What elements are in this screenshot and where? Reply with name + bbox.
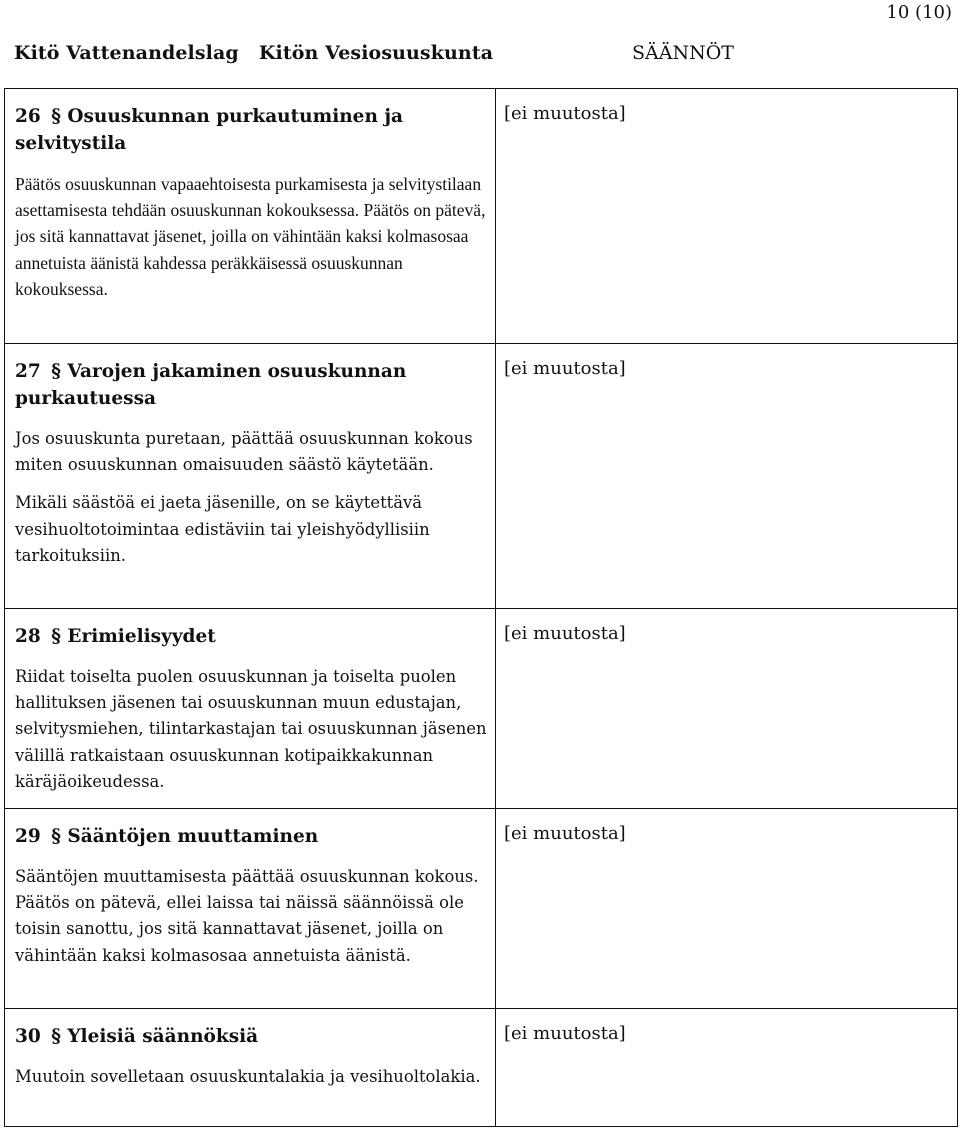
section-heading: Sääntöjen muuttaminen bbox=[67, 826, 319, 847]
paragraph-symbol: § bbox=[51, 1026, 61, 1047]
section-number: 26 bbox=[15, 106, 41, 127]
paragraph-symbol: § bbox=[51, 361, 61, 382]
paragraph-symbol: § bbox=[51, 826, 61, 847]
section-title bbox=[15, 823, 489, 850]
section-row bbox=[5, 344, 958, 609]
section-heading: Erimielisyydet bbox=[67, 626, 216, 647]
document-header bbox=[14, 42, 960, 72]
section-row bbox=[5, 809, 958, 1009]
section-number: 27 bbox=[15, 361, 41, 382]
section-title bbox=[15, 623, 489, 650]
section-paragraph: Jos osuuskunta puretaan, päättää osuuskunnan kokous miten osuuskunnan omaisuuden säästö käytetään. bbox=[15, 429, 473, 475]
section-paragraph: Muutoin sovelletaan osuuskuntalakia ja vesihuoltolakia. bbox=[15, 1067, 481, 1086]
document-type: SÄÄNNÖT bbox=[632, 42, 734, 64]
section-content bbox=[5, 344, 496, 609]
section-row bbox=[5, 609, 958, 809]
section-row bbox=[5, 89, 958, 344]
section-status: [ei muutosta] bbox=[496, 89, 958, 344]
section-number: 30 bbox=[15, 1026, 41, 1047]
organization-name: Kitö Vattenandelslag Kitön Vesiosuuskunta bbox=[14, 42, 494, 64]
section-number: 28 bbox=[15, 626, 41, 647]
section-content bbox=[5, 89, 496, 344]
section-heading: Yleisiä säännöksiä bbox=[67, 1026, 259, 1047]
section-title bbox=[15, 1023, 489, 1050]
section-paragraph: Sääntöjen muuttamisesta päättää osuuskunnan kokous. Päätös on pätevä, ellei laissa tai näissä säännöissä ole toisin sanottu, jos sitä kannattavat jäsenet, joilla on vähintään kaksi kolmasosaa annetuista äänistä. bbox=[15, 867, 479, 965]
section-status: [ei muutosta] bbox=[496, 344, 958, 609]
section-content bbox=[5, 1009, 496, 1127]
section-status: [ei muutosta] bbox=[496, 1009, 958, 1127]
section-row bbox=[5, 1009, 958, 1127]
section-content bbox=[5, 609, 496, 809]
paragraph-symbol: § bbox=[51, 626, 61, 647]
section-heading: Varojen jakaminen osuuskunnan purkautuessa bbox=[15, 361, 407, 409]
section-paragraph: Riidat toiselta puolen osuuskunnan ja toiselta puolen hallituksen jäsenen tai osuuskunnan muun edustajan, selvitysmiehen, tilintarkastajan tai osuuskunnan jäsenen välillä ratkaistaan osuuskunnan kotipaikkakunnan käräjäoikeudessa. bbox=[15, 667, 487, 791]
section-status: [ei muutosta] bbox=[496, 809, 958, 1009]
section-status: [ei muutosta] bbox=[496, 609, 958, 809]
section-number: 29 bbox=[15, 826, 41, 847]
section-title bbox=[15, 103, 455, 157]
paragraph-symbol: § bbox=[51, 106, 61, 127]
page-number: 10 (10) bbox=[886, 2, 952, 23]
section-paragraph: Mikäli säästöä ei jaeta jäsenille, on se käytettävä vesihuoltotoimintaa edistäviin tai yleishyödyllisiin tarkoituksiin. bbox=[15, 493, 430, 565]
section-paragraph: Päätös osuuskunnan vapaaehtoisesta purkamisesta ja selvitystilaan asettamisesta tehdään osuuskunnan kokouksessa. Päätös on pätevä, jos sitä kannattavat jäsenet, joilla on vähintään kaksi kolmasosaa annetuista äänistä kahdessa peräkkäisessä osuuskunnan kokouksessa. bbox=[15, 174, 486, 299]
section-heading: Osuuskunnan purkautuminen ja selvitystila bbox=[15, 106, 404, 154]
section-title bbox=[15, 358, 435, 412]
rules-table bbox=[4, 88, 958, 1127]
section-content bbox=[5, 809, 496, 1009]
